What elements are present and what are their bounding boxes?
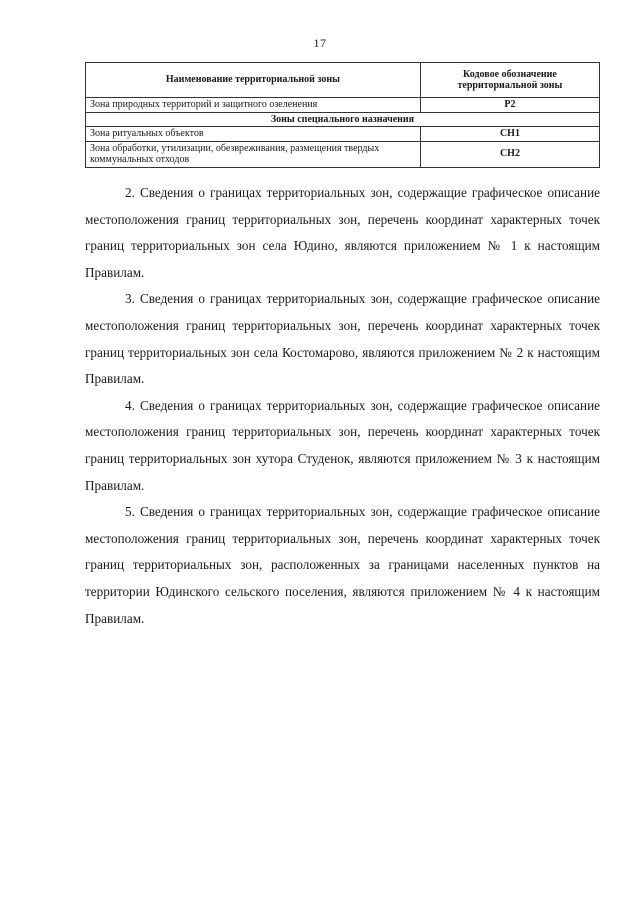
paragraph-2: 2. Сведения о границах территориальных зон, содержащие графическое описание местоположения границ территориальных зон, перечень координат характерных точек границ территориальных зон села Юдино, являются приложением № 1 к настоящим Правилам. — [85, 185, 600, 280]
table-header-row — [86, 63, 600, 98]
paragraph-5: 5. Сведения о границах территориальных зон, содержащие графическое описание местоположения границ территориальных зон, перечень координат характерных точек границ территориальных зон, расположенных за границами населенных пунктов на территории Юдинского сельского поселения, являются приложением № 4 к настоящим Правилам. — [85, 504, 600, 626]
body-text — [85, 180, 600, 632]
zone-code-cell: СН2 — [420, 141, 599, 167]
table-section-row — [86, 112, 600, 127]
table-row — [86, 98, 600, 113]
zones-table — [85, 62, 600, 168]
zone-code-cell: Р2 — [420, 98, 599, 113]
zone-name-cell: Зона обработки, утилизации, обезвреживания, размещения твердых коммунальных отходов — [86, 141, 421, 167]
header-zone-code: Кодовое обозначение территориальной зоны — [420, 63, 599, 98]
header-zone-name: Наименование территориальной зоны — [86, 63, 421, 98]
zone-name-cell: Зона природных территорий и защитного озеленения — [86, 98, 421, 113]
paragraph-3: 3. Сведения о границах территориальных зон, содержащие графическое описание местоположения границ территориальных зон, перечень координат характерных точек границ территориальных зон села Костомарово, являются приложением № 2 к настоящим Правилам. — [85, 291, 600, 387]
zone-code-cell: СН1 — [420, 127, 599, 142]
zone-name-cell: Зона ритуальных объектов — [86, 127, 421, 142]
table-row — [86, 141, 600, 167]
section-title-cell: Зоны специального назначения — [86, 112, 600, 127]
paragraph-4: 4. Сведения о границах территориальных зон, содержащие графическое описание местоположения границ территориальных зон, перечень координат характерных точек границ территориальных зон хутора Студенок, являются приложением № 3 к настоящим Правилам. — [85, 397, 600, 493]
table-row — [86, 127, 600, 142]
page-number: 17 — [313, 36, 327, 50]
